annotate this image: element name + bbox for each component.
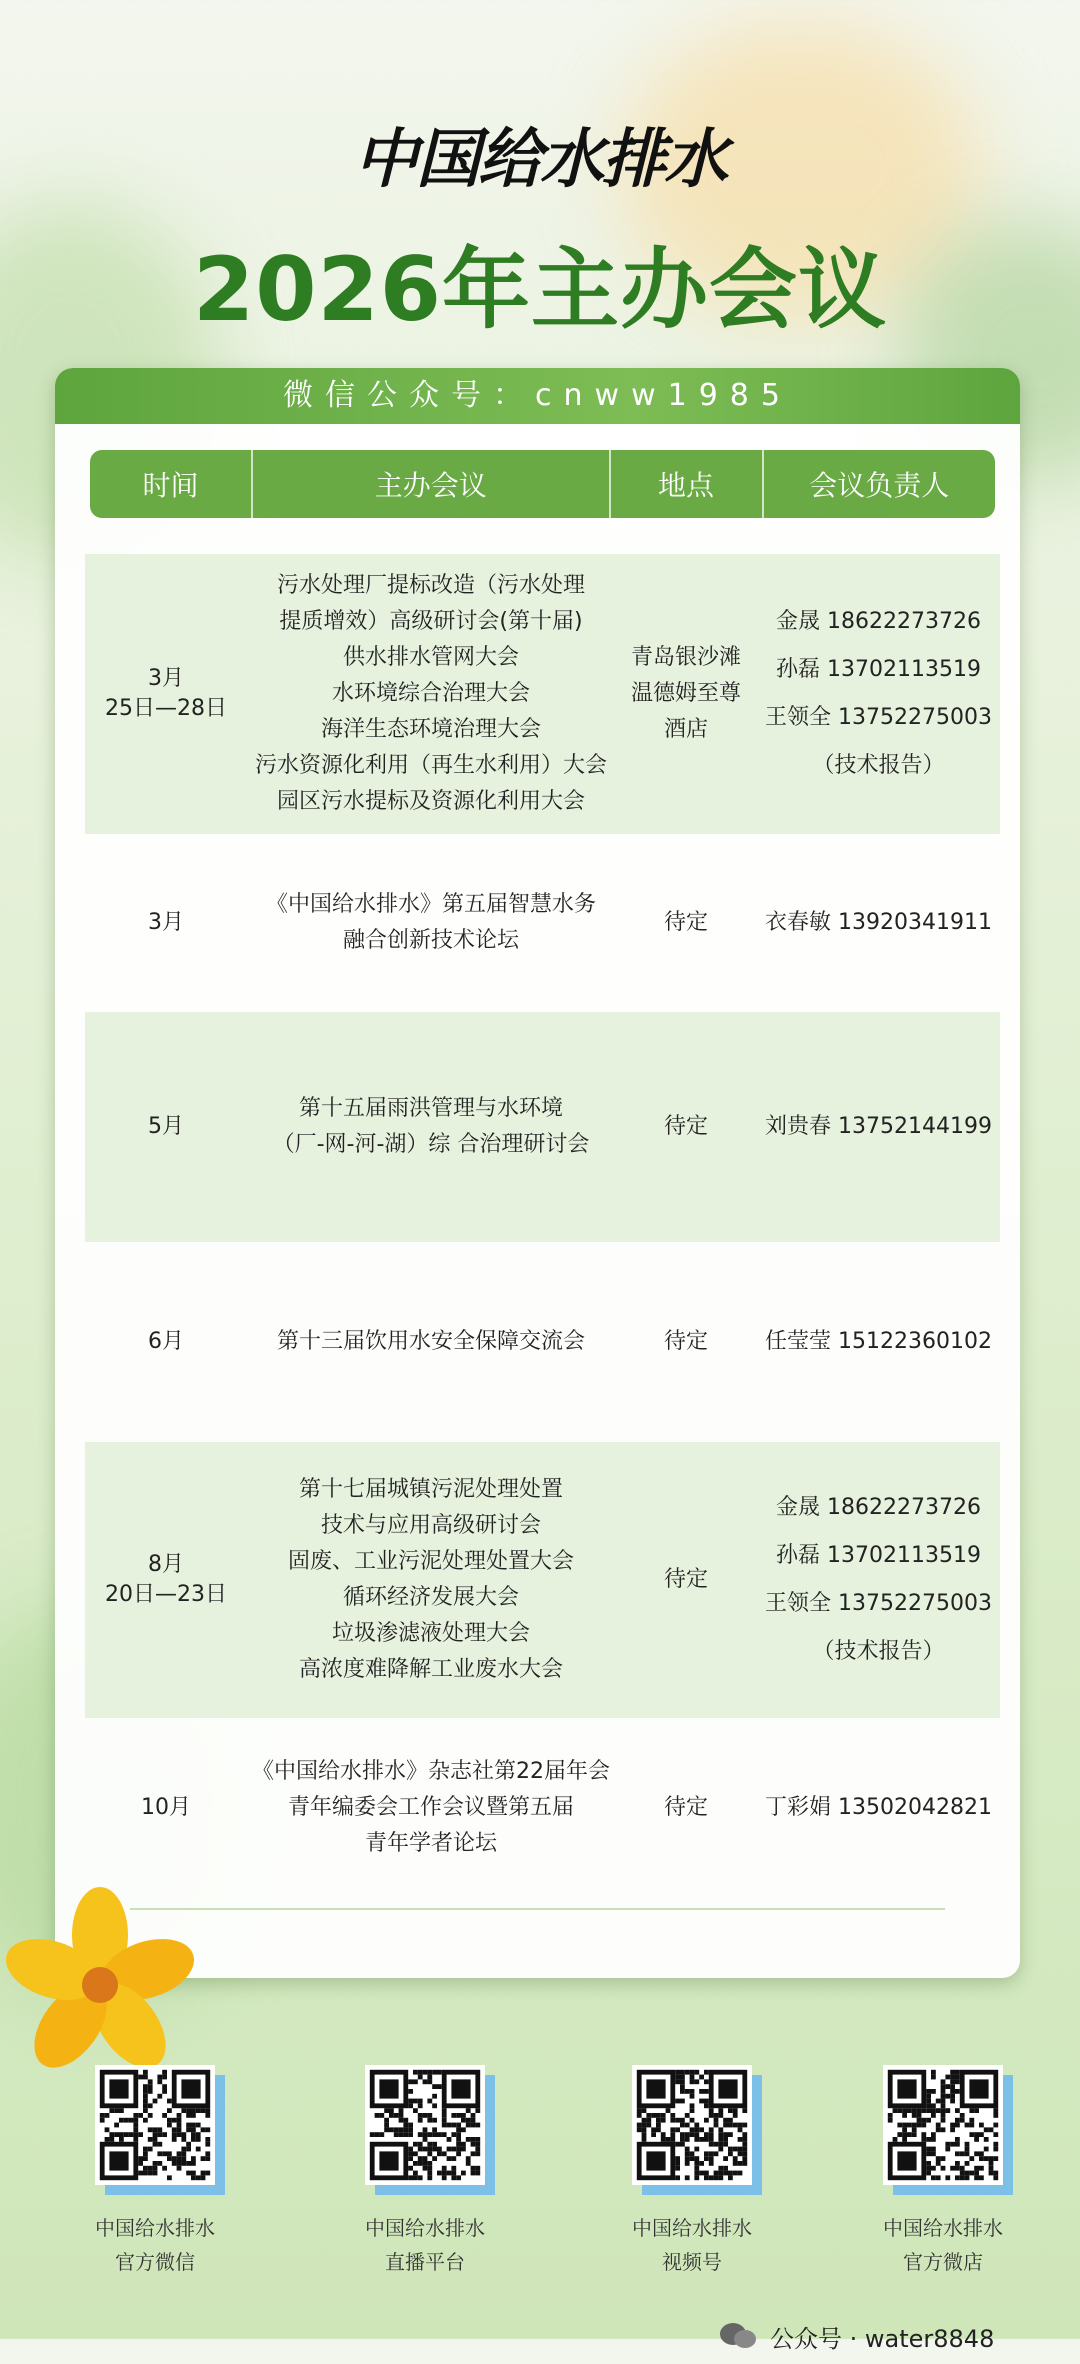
qr-video-channel[interactable]	[602, 2065, 782, 2279]
qr-code-icon	[632, 2065, 752, 2185]
cell-place: 待定	[663, 1114, 708, 1139]
table-row	[85, 1242, 1000, 1442]
cell-contact: 任莹莹 15122360102	[765, 1329, 992, 1354]
qr-label-line1: 中国给水排水	[632, 2216, 752, 2240]
table-row	[85, 1012, 1000, 1242]
qr-official-wechat[interactable]	[65, 2065, 245, 2279]
table-row	[85, 834, 1000, 1012]
cell-contact: 衣春敏 13920341911	[765, 910, 992, 935]
qr-live-platform[interactable]	[335, 2065, 515, 2279]
qr-label-line1: 中国给水排水	[95, 2216, 215, 2240]
qr-code-icon	[95, 2065, 215, 2185]
column-header-contact: 会议负责人	[762, 450, 995, 518]
cell-contact: 丁彩娟 13502042821	[765, 1795, 992, 1820]
cell-contact: 金晟 18622273726 孙磊 13702113519 王领全 13752275003 （技术报告）	[765, 1495, 992, 1664]
qr-label-line2: 官方微店	[903, 2250, 983, 2274]
page-title: 2026年主办会议	[193, 238, 887, 341]
table-header	[90, 450, 995, 518]
qr-label-line2: 视频号	[662, 2250, 722, 2274]
wechat-account-banner: 微信公众号：cnww1985	[55, 368, 1020, 424]
divider	[130, 1908, 945, 1910]
schedule-card	[55, 368, 1020, 1978]
cell-time: 6月	[148, 1329, 184, 1354]
table-row	[85, 554, 1000, 834]
cell-meeting: 《中国给水排水》第五届智慧水务 融合创新技术论坛	[265, 892, 596, 953]
cell-meeting: 第十七届城镇污泥处理处置 技术与应用高级研讨会 固废、工业污泥处理处置大会 循环经济发展大会 垃圾渗滤液处理大会 高浓度难降解工业废水大会	[287, 1477, 574, 1682]
cell-time: 3月 25日—28日	[105, 666, 227, 721]
watermark-text: 公众号 · water8848	[770, 2324, 995, 2353]
cell-place: 待定	[663, 1795, 708, 1820]
qr-label-line1: 中国给水排水	[883, 2216, 1003, 2240]
cell-time: 8月 20日—23日	[105, 1552, 227, 1607]
cell-contact: 金晟 18622273726 孙磊 13702113519 王领全 13752275003 （技术报告）	[765, 609, 992, 778]
cell-place: 待定	[663, 1329, 708, 1354]
column-header-meeting: 主办会议	[251, 450, 609, 518]
cell-meeting: 《中国给水排水》杂志社第22届年会 青年编委会工作会议暨第五届 青年学者论坛	[252, 1759, 610, 1856]
cell-contact: 刘贵春 13752144199	[765, 1114, 992, 1139]
qr-official-store[interactable]	[853, 2065, 1033, 2279]
table-row	[85, 1442, 1000, 1718]
table-row	[85, 1718, 1000, 1898]
qr-code-icon	[365, 2065, 485, 2185]
cell-place: 待定	[663, 1567, 708, 1592]
cell-place: 青岛银沙滩 温德姆至尊 酒店	[630, 645, 741, 742]
column-header-time: 时间	[142, 469, 199, 502]
cell-meeting: 污水处理厂提标改造（污水处理 提质增效）高级研讨会(第十届) 供水排水管网大会 水环境综合治理大会 海洋生态环境治理大会 污水资源化利用（再生水利用）大会 园区污水提标及资源化利用大会	[254, 573, 607, 814]
cell-place: 待定	[663, 910, 708, 935]
qr-code-icon	[883, 2065, 1003, 2185]
cell-meeting: 第十五届雨洪管理与水环境 （厂-网-河-湖）综 合治理研讨会	[272, 1096, 590, 1157]
qr-label-line1: 中国给水排水	[365, 2216, 485, 2240]
brand-logo: 中国给水排水	[354, 122, 726, 197]
column-header-place: 地点	[609, 450, 762, 518]
cell-time: 5月	[148, 1114, 184, 1139]
cell-time: 3月	[148, 910, 184, 935]
qr-label-line2: 官方微信	[115, 2250, 195, 2274]
qr-label-line2: 直播平台	[385, 2250, 465, 2274]
yellow-flower-decoration	[0, 1885, 200, 2085]
cell-meeting: 第十三届饮用水安全保障交流会	[276, 1329, 585, 1354]
wechat-watermark	[718, 2308, 1058, 2364]
cell-time: 10月	[141, 1795, 191, 1820]
wechat-icon	[718, 2321, 758, 2351]
